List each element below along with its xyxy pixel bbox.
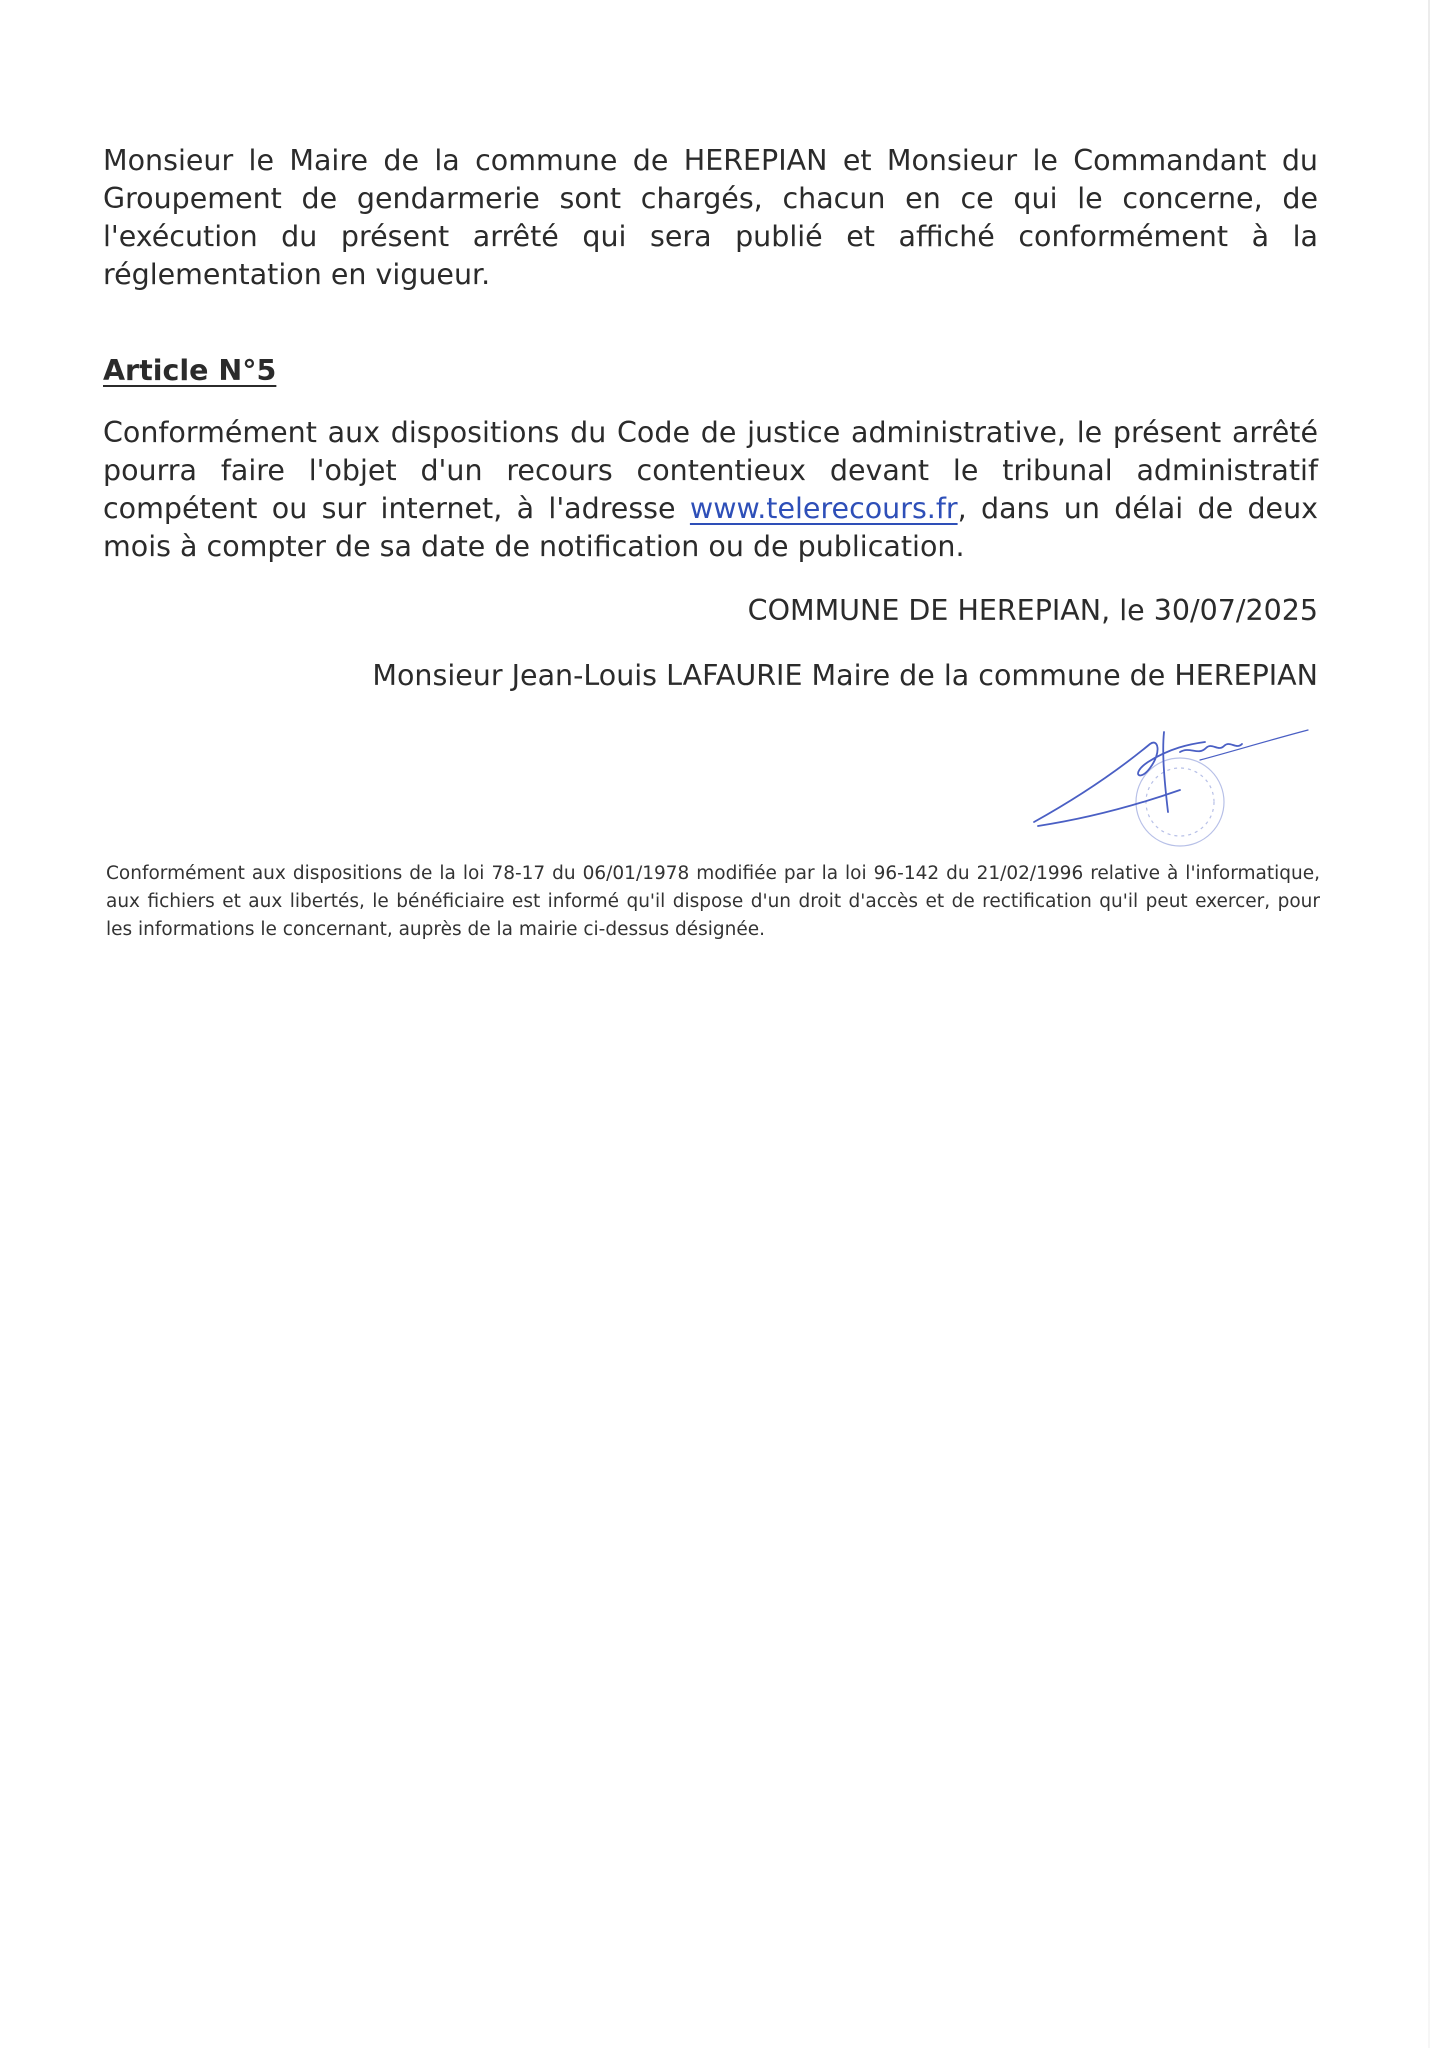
signature-stroke [1034,730,1308,826]
telerecours-link[interactable]: www.telerecours.fr [689,492,958,525]
appeal-paragraph [103,414,1318,566]
appeal-text-end: , dans un délai de deux mois à compter de sa date de notification ou de publication. [103,492,1318,563]
appeal-text-start: Conformément aux dispositions du Code de justice administrative, le présent arrêté pourra faire l'objet d'un recours contentieux devant le tribunal administratif compétent ou sur internet, à l'adresse [103,416,1318,525]
official-stamp-icon [1136,758,1224,846]
mayor-signature-and-stamp [1030,722,1310,850]
scan-edge-line [1428,0,1430,2048]
place-and-date: COMMUNE DE HEREPIAN, le 30/07/2025 [747,594,1318,627]
execution-paragraph: Monsieur le Maire de la commune de HEREPIAN et Monsieur le Commandant du Groupement de gendarmerie sont chargés, chacun en ce qui le concerne, de l'exécution du présent arrêté qui sera publié et affiché conformément à la réglementation en vigueur. [103,144,1318,291]
data-protection-footnote: Conformément aux dispositions de la loi 78-17 du 06/01/1978 modifiée par la loi 96-142 du 21/02/1996 relative à l'informatique, aux fichiers et aux libertés, le bénéficiaire est informé qu'il dispose d'un droit d'accès et de rectification qu'il peut exercer, pour les informations le concernant, auprès de la mairie ci-dessus désignée. [106,863,1320,940]
article-heading: Article N°5 [103,354,277,387]
signatory-line: Monsieur Jean-Louis LAFAURIE Maire de la commune de HEREPIAN [372,659,1318,692]
